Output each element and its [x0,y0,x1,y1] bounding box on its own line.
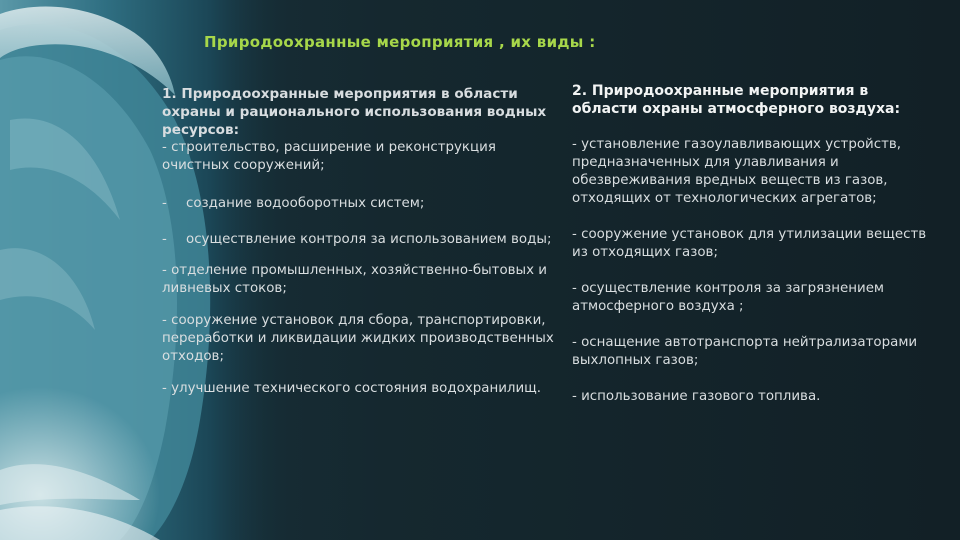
left-item-liquid-waste: - сооружение установок для сбора, транспортировки, переработки и ликвидации жидких производственных отходов; [162,313,554,364]
left-column [162,85,557,398]
left-item-reservoirs: - улучшение технического состояния водохранилищ. [162,381,542,396]
right-item-air-control: - осуществление контроля за загрязнением атмосферного воздуха ; [572,281,885,314]
right-item-neutralizers: - оснащение автотранспорта нейтрализаторами выхлопных газов; [572,335,918,368]
left-item-water-control [162,231,557,249]
right-column [572,82,932,406]
dash-marker: - [162,196,167,211]
right-item-gas-capture: - установление газоулавливающих устройств, предназначенных для улавливания и обезвреживания вредных веществ из газов, отходящих от технологических агрегатов; [572,137,902,206]
left-item-recycling-systems [162,195,557,213]
left-item-sewage-separation: - отделение промышленных, хозяйственно-бытовых и ливневых стоков; [162,263,548,296]
left-heading: 1. Природоохранные мероприятия в области охраны и рационального использования водных ресурсов: [162,86,547,138]
right-item-gas-fuel: - использование газового топлива. [572,389,821,404]
slide-title: Природоохранные мероприятия , их виды : [204,33,596,51]
item-text: создание водооборотных систем; [186,196,425,211]
right-item-utilization: - сооружение установок для утилизации веществ из отходящих газов; [572,227,927,260]
item-text: осуществление контроля за использованием воды; [186,232,552,247]
right-heading: 2. Природоохранные мероприятия в области охраны атмосферного воздуха: [572,83,901,117]
left-item-construction: - строительство, расширение и реконструкция очистных сооружений; [162,140,496,173]
dash-marker: - [162,232,167,247]
